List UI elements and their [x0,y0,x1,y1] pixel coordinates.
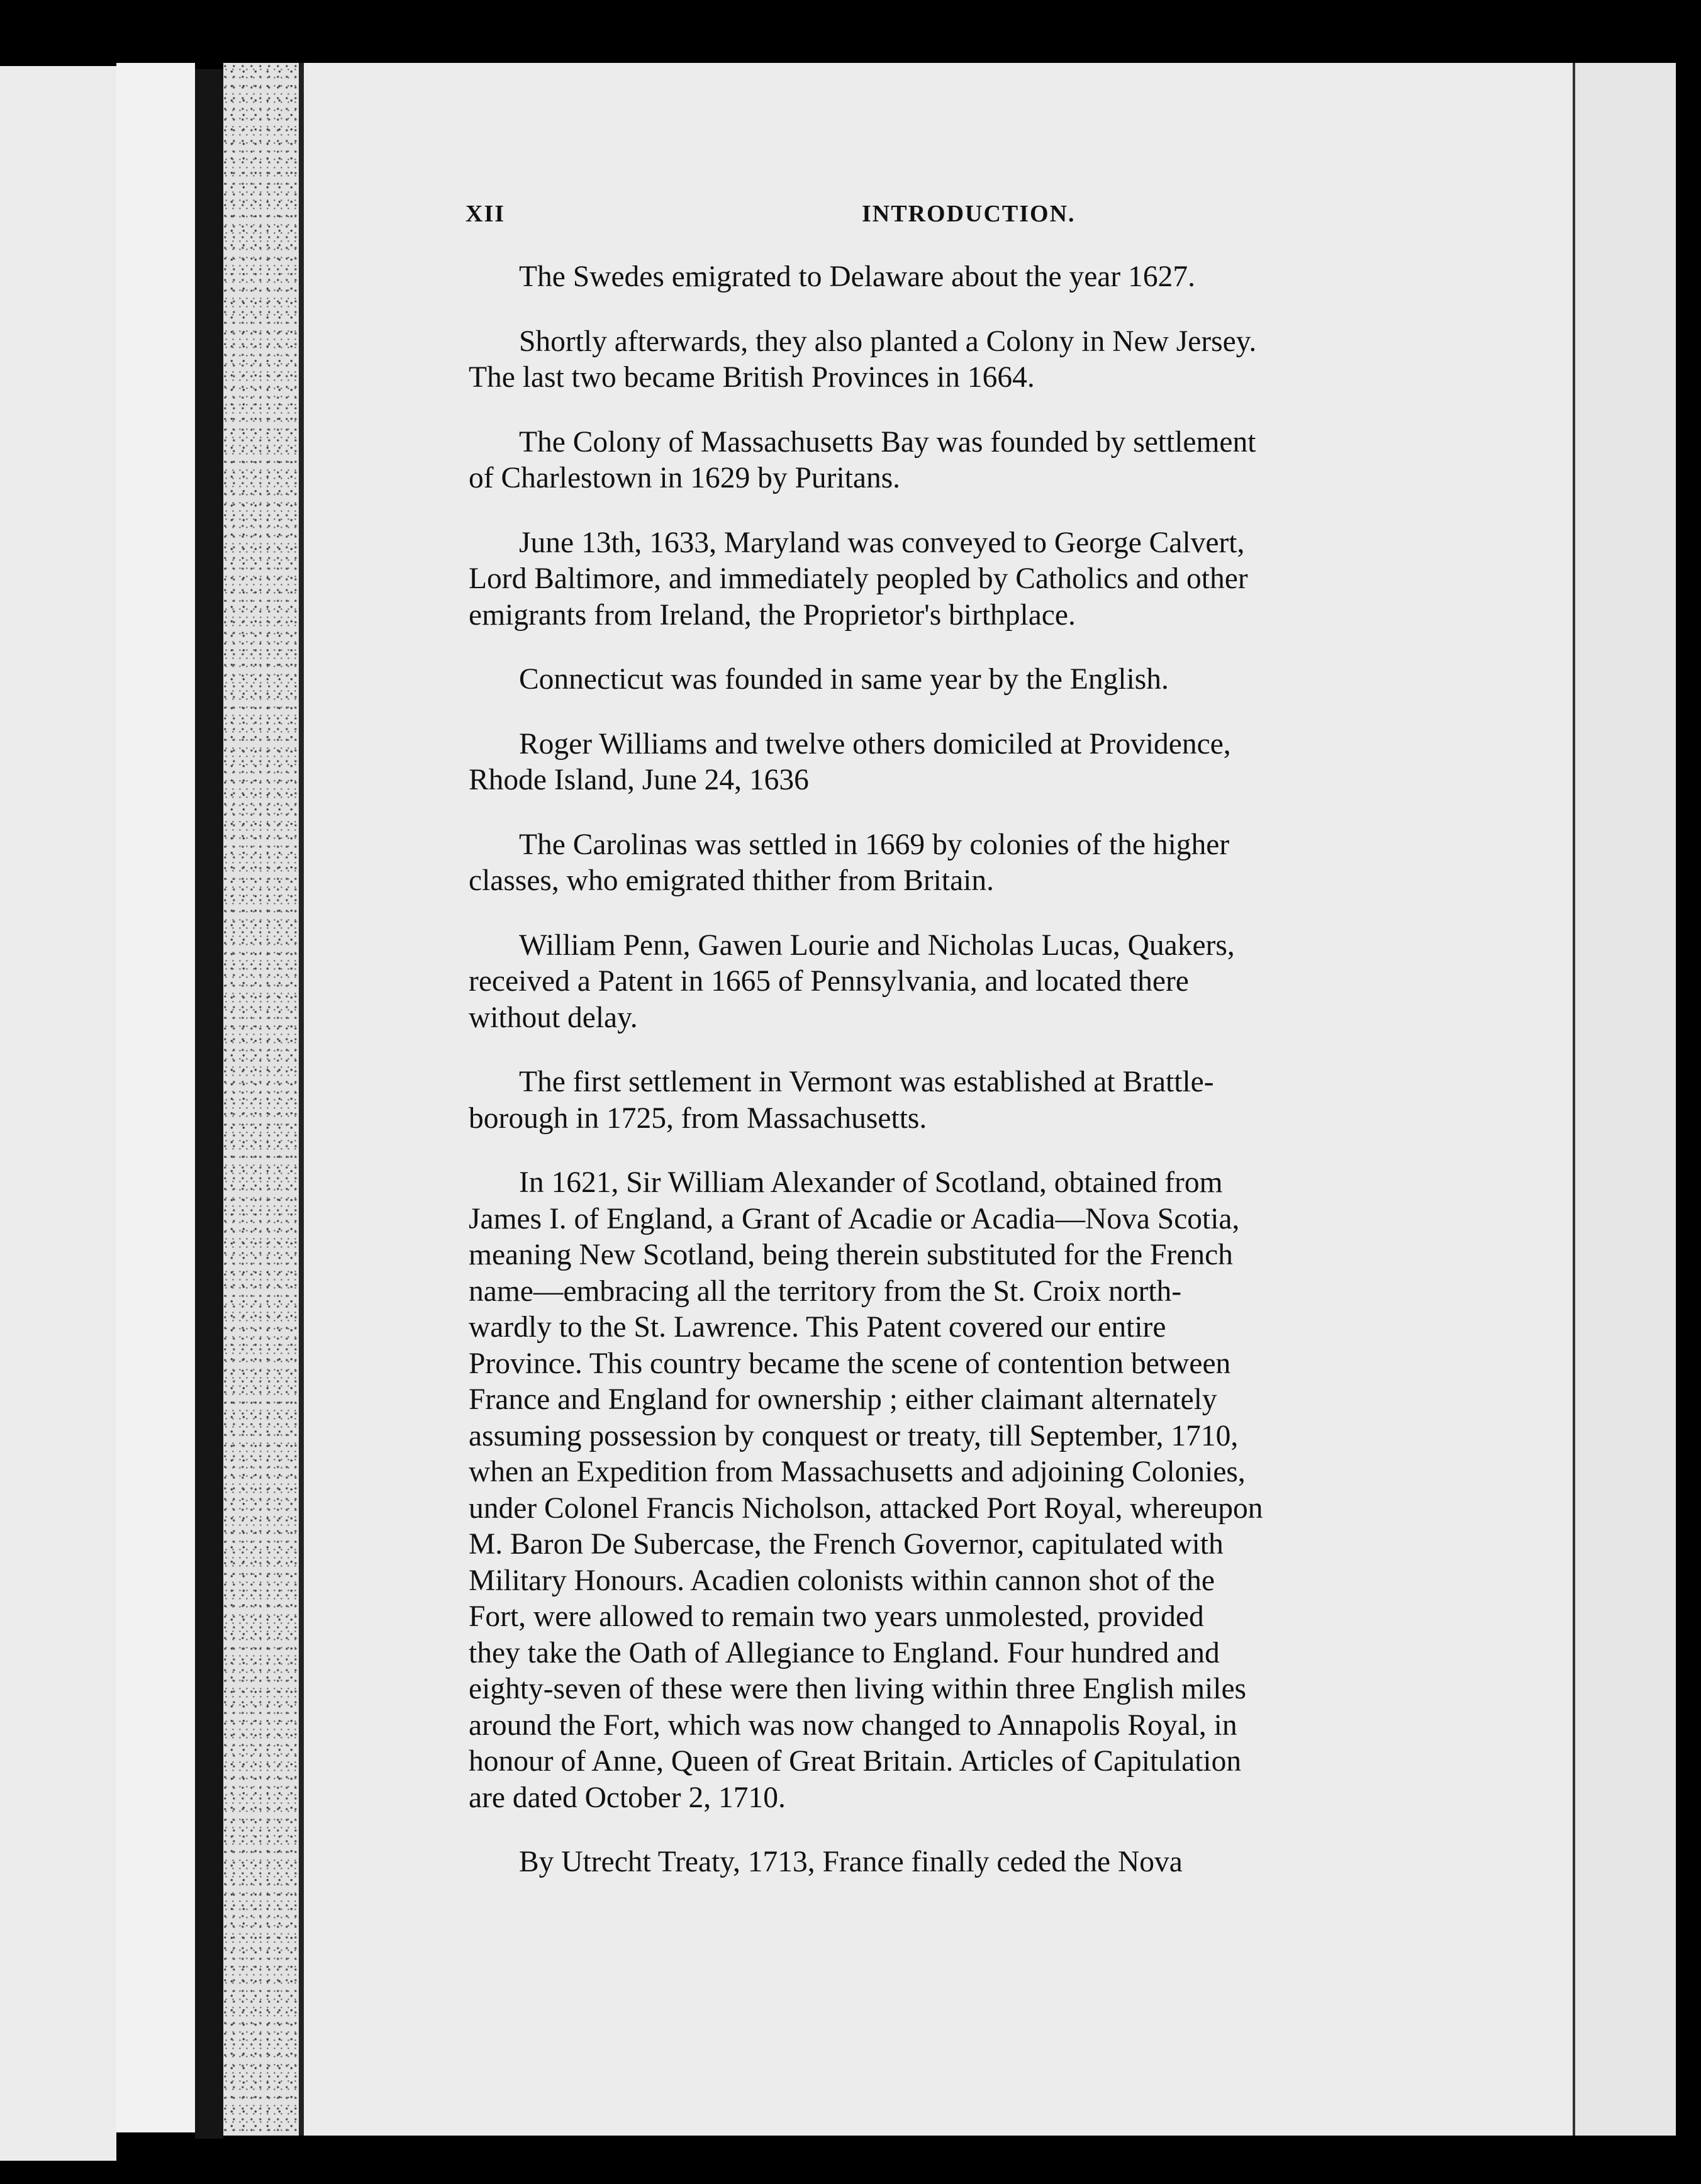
paragraph: June 13th, 1633, Maryland was conveyed to George Calvert, Lord Baltimore, and immediately peopled by Catholics and other emigrants from Ireland, the Proprietor's birthplace. [469,526,1248,632]
running-title: INTRODUCTION. [862,201,1076,227]
page-gutter [223,63,299,2136]
paragraph: The first settlement in Vermont was established at Brattle- borough in 1725, from Massachusetts. [469,1066,1214,1135]
paragraph: The Carolinas was settled in 1669 by colonies of the higher classes, who emigrated thither from Britain. [469,828,1230,897]
paragraph: William Penn, Gawen Lourie and Nicholas Lucas, Quakers, received a Patent in 1665 of Pennsylvania, and located there without delay. [469,928,1235,1034]
paragraph: In 1621, Sir William Alexander of Scotland, obtained from James I. of England, a Grant of Acadie or Acadia—Nova Scotia, meaning New Scotland, being therein substituted for the French name—embracing all the territory from the St. Croix north- wardly to the St. Lawrence. This Patent covered our entire Province. This country became the scene of contention between France and England for ownership ; either claimant alternately assuming possession by conquest or treaty, till September, 1710, when an Expedition from Massachusetts and adjoining Colonies, under Colonel Francis Nicholson, attacked Port Royal, whereupon M. Baron De Subercase, the French Governor, capitulated with Military Honours. Acadien colonists within cannon shot of the Fort, were allowed to remain two years unmolested, provided they take the Oath of Allegiance to England. Four hundred and eighty-seven of these were then living within three English miles around the Fort, which was now changed to Annapolis Royal, in honour of Anne, Queen of Great Britain. Articles of Capitulation are dated October 2, 1710. [469,1166,1263,1814]
binding-shadow [195,69,223,2139]
paragraph: By Utrecht Treaty, 1713, France finally ceded the Nova [519,1846,1183,1878]
paragraph: Roger Williams and twelve others domiciled at Providence, Rhode Island, June 24, 1636 [469,727,1231,796]
paragraph: The Swedes emigrated to Delaware about the year 1627. [519,260,1195,293]
page-binding [116,63,195,2132]
body-text [469,259,1488,1881]
right-margin [1575,63,1676,2136]
paragraph: Shortly afterwards, they also planted a Colony in New Jersey. The last two became British Provinces in 1664. [469,325,1257,394]
page-number: XII [466,201,506,227]
right-margin-rule [1573,63,1575,2136]
paragraph: Connecticut was founded in same year by the English. [519,663,1169,696]
page-header [466,200,1485,238]
paragraph: The Colony of Massachusetts Bay was founded by settlement of Charlestown in 1629 by Puritans. [469,425,1256,494]
gutter-rule [299,63,304,2136]
facing-page-edge [0,66,116,2161]
